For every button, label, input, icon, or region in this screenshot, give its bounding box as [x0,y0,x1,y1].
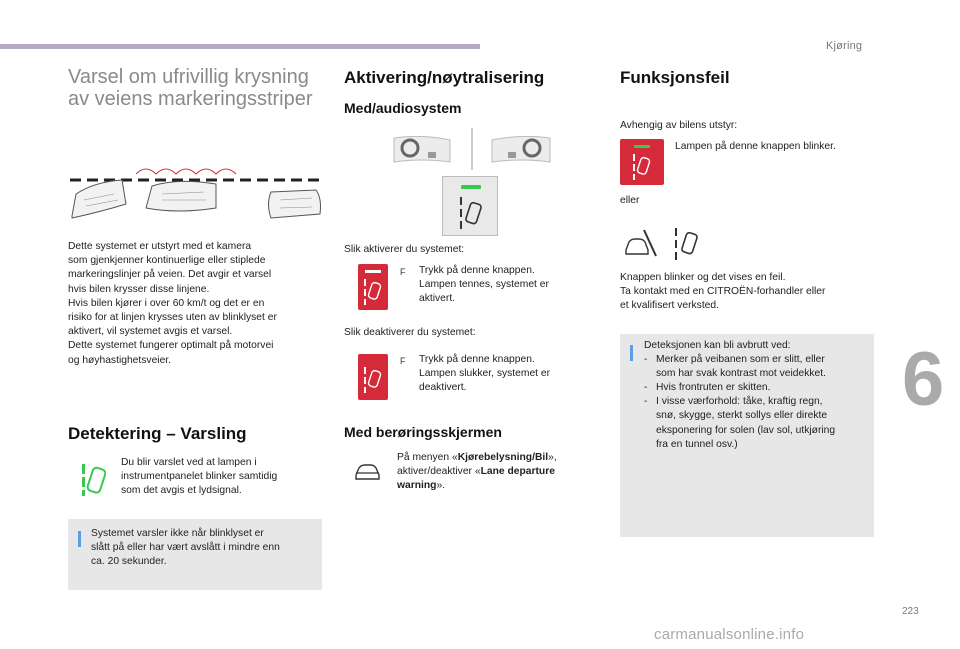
step-arrow-icon: F [400,267,406,277]
list-item: - I visse værforhold: tåke, kraftig regn, snø, skygge, sterkt sollys eller direkte eksponering for solen (lav sol, utkjøring fra en tunnel osv.) [644,396,836,450]
or-text: eller [620,195,640,206]
section-heading-fault: Funksjonsfeil [620,68,730,87]
fault-button-icon [620,139,664,185]
activate-button-icon [358,264,388,310]
info-box-detection: Deteksjonen kan bli avbrutt ved: - Merker på veibanen som er slitt, eller som har svak kontrast mot veidekket. - Hvis frontruten er skitten. - I visse værforhold: tåke, kraftig regn, snø, skygge, sterkt sollys eller direkte eksponering for solen (lav sol, utkjøring fra en tunnel osv.) [620,334,874,537]
lane-assist-icon [672,226,702,262]
lane-assist-icon [457,195,485,231]
page-number: 223 [902,606,919,617]
subheading-audio: Med/audiosystem [344,100,462,116]
page-title: Varsel om ufrivillig krysning av veiens markeringsstriper [68,66,313,110]
car-icon [353,462,381,482]
activate-label: Slik aktiverer du systemet: [344,244,465,255]
lane-fault-icon [622,226,658,260]
chapter-title: Kjøring [826,40,863,52]
deactivate-label: Slik deaktiverer du systemet: [344,327,476,338]
deactivate-step: Trykk på denne knappen. Lampen slukker, systemet er deaktivert. [419,354,551,394]
info-icon [630,345,633,361]
steering-wheel-controls-illustration [392,128,552,170]
subheading-touchscreen: Med berøringsskjermen [344,424,502,440]
info-box-blinker: Systemet varsler ikke når blinklyset er slått på eller har vært avslått i mindre enn ca. 20 sekunder. [68,519,322,590]
intro-text: Dette systemet er utstyrt med et kamera som gjenkjenner kontinuerlige eller stiplede markeringslinjer på veien. Det avgir et varsel hvis bilen krysser disse linjene. Hvis bilen kjører i over 60 km/t og det er en risiko for at linjen krysses uten av blinklyset er aktivert, vil systemet avgis et varsel. Dette systemet fungerer optimalt på motorvei og høyhastighetsveier. [68,241,277,366]
touchscreen-text: På menyen «Kjørebelysning/Bil», aktiver/deaktiver «Lane departure warning». [397,452,557,492]
detection-text: Du blir varslet ved at lampen i instrumentpanelet blinker samtidig som det avgis et lydsignal. [121,457,278,497]
list-item: - Merker på veibanen som er slitt, eller som har svak kontrast mot veidekket. [644,354,826,380]
header-bar [0,44,480,49]
list-item: - Hvis frontruten er skitten. [644,382,771,394]
lane-departure-illustration [66,160,326,230]
section-heading-activation: Aktivering/nøytralisering [344,68,545,87]
fault-text: Knappen blinker og det vises en feil. Ta kontakt med en CITROËN-forhandler eller et kvalifisert verksted. [620,272,826,312]
deactivate-button-icon [358,354,388,400]
watermark: carmanualsonline.info [654,626,805,643]
info-icon [78,531,81,547]
chapter-number: 6 [902,337,945,422]
lamp-text: Lampen på denne knappen blinker. [675,141,836,152]
step-arrow-icon: F [400,356,406,366]
section-heading-detection: Detektering – Varsling [68,424,247,443]
dependent-text: Avhengig av bilens utstyr: [620,120,738,131]
lane-button-illustration [442,176,498,236]
activate-step: Trykk på denne knappen. Lampen tennes, systemet er aktivert. [419,265,549,305]
lane-warning-lamp-icon [80,462,106,498]
